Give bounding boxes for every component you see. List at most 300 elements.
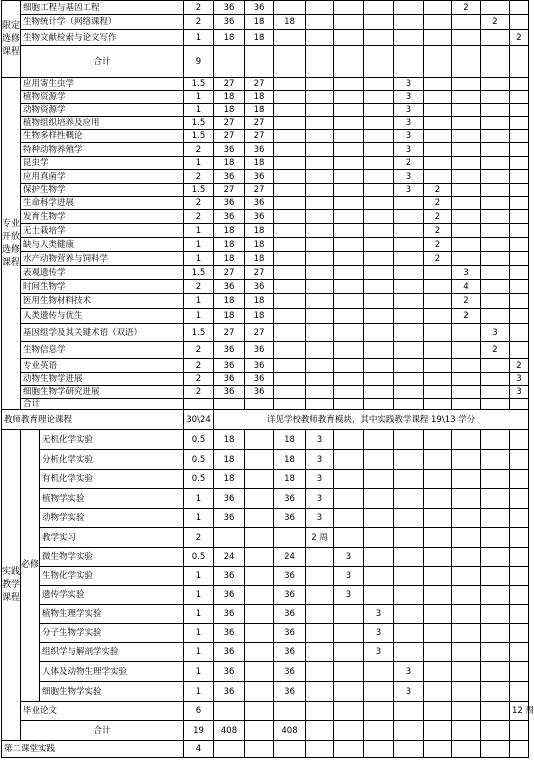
course-credit: 2 <box>184 15 214 30</box>
empty-cell <box>306 741 334 758</box>
semester-hours-s2 <box>334 509 364 528</box>
semester-hours-s8 <box>510 104 529 117</box>
semester-hours-s8 <box>510 682 529 702</box>
course-lecture-hours: 18 <box>245 224 274 238</box>
semester-hours-s1 <box>306 157 334 170</box>
semester-hours-s6 <box>452 359 481 373</box>
semester-hours-s5 <box>424 509 452 528</box>
course-credit: 2 <box>184 373 214 386</box>
semester-hours-s2 <box>334 470 364 489</box>
course-total-hours: 36 <box>214 682 245 702</box>
semester-hours-s5 <box>424 130 452 143</box>
empty-cell <box>364 721 394 741</box>
table-row <box>2 373 529 386</box>
semester-hours-s2 <box>334 210 364 224</box>
table-row <box>2 224 529 238</box>
semester-hours-s4 <box>394 1 424 15</box>
empty-cell <box>306 399 334 410</box>
table-row <box>2 197 529 210</box>
semester-hours-s7 <box>481 373 510 386</box>
semester-hours-s2 <box>334 184 364 197</box>
semester-hours-s6 <box>452 489 481 509</box>
table-row <box>2 252 529 266</box>
table-row <box>2 662 529 682</box>
semester-hours-s8 <box>510 78 529 91</box>
course-lecture-hours: 27 <box>245 324 274 342</box>
course-practice-hours <box>274 359 306 373</box>
course-lecture-hours: 18 <box>245 15 274 30</box>
semester-hours-s5 <box>424 489 452 509</box>
semester-hours-s6 <box>452 78 481 91</box>
table-row <box>2 266 529 280</box>
course-lecture-hours: 36 <box>245 280 274 294</box>
table-row <box>2 170 529 184</box>
course-lecture-hours: 36 <box>245 386 274 399</box>
semester-hours-s6 <box>452 30 481 46</box>
empty-cell <box>334 399 364 410</box>
semester-hours-s1: 3 <box>306 430 334 450</box>
course-total-hours: 18 <box>214 91 245 104</box>
course-name: 微生物学实验 <box>40 548 184 567</box>
course-practice-hours: 18 <box>274 450 306 470</box>
table-row <box>2 586 529 605</box>
course-name: 分析化学实验 <box>40 450 184 470</box>
semester-hours-s6 <box>452 252 481 266</box>
section-label-practice: 实践教学课程 <box>2 430 21 741</box>
semester-hours-s8 <box>510 624 529 643</box>
empty-cell <box>334 46 364 78</box>
semester-hours-s2 <box>334 224 364 238</box>
semester-hours-s3 <box>364 157 394 170</box>
semester-hours-s3 <box>364 359 394 373</box>
course-practice-hours: 36 <box>274 662 306 682</box>
semester-hours-s1 <box>306 309 334 324</box>
semester-hours-s7 <box>481 430 510 450</box>
empty-cell <box>334 741 364 758</box>
semester-hours-s4 <box>394 309 424 324</box>
course-total-hours: 36 <box>214 373 245 386</box>
table-row <box>2 567 529 586</box>
course-practice-hours <box>274 528 306 548</box>
semester-hours-s7 <box>481 662 510 682</box>
course-total-hours: 27 <box>214 184 245 197</box>
subtotal-label: 合计 <box>21 399 184 410</box>
course-name: 特种动物养殖学 <box>21 143 184 157</box>
semester-hours-s4 <box>394 197 424 210</box>
course-credit: 1 <box>184 682 214 702</box>
semester-hours-s6 <box>452 143 481 157</box>
semester-hours-s8 <box>510 170 529 184</box>
semester-hours-s8 <box>510 15 529 30</box>
semester-hours-s8 <box>510 252 529 266</box>
semester-hours-s8 <box>510 117 529 130</box>
course-credit: 1 <box>184 91 214 104</box>
semester-hours-s5 <box>424 143 452 157</box>
semester-hours-s5 <box>424 104 452 117</box>
course-credit: 2 <box>184 359 214 373</box>
semester-hours-s2 <box>334 252 364 266</box>
course-practice-hours: 36 <box>274 509 306 528</box>
table-row <box>2 643 529 662</box>
semester-hours-s5: 2 <box>424 252 452 266</box>
semester-hours-s6 <box>452 324 481 342</box>
semester-hours-s4 <box>394 342 424 359</box>
semester-hours-s2 <box>334 130 364 143</box>
semester-hours-s4 <box>394 489 424 509</box>
teacher-education-note: 详见学校教师教育模块，其中实践教学课程 19\13 学分 <box>214 410 529 430</box>
course-practice-hours <box>274 280 306 294</box>
empty-cell <box>452 399 481 410</box>
semester-hours-s7: 2 <box>481 342 510 359</box>
semester-hours-s2 <box>334 30 364 46</box>
semester-hours-s7 <box>481 104 510 117</box>
section-label-limited: 限定选修课程 <box>2 1 21 78</box>
table-row <box>2 324 529 342</box>
semester-hours-s8 <box>510 605 529 624</box>
semester-hours-s1 <box>306 342 334 359</box>
course-credit: 1 <box>184 567 214 586</box>
semester-hours-s3 <box>364 470 394 489</box>
course-total-hours: 36 <box>214 280 245 294</box>
semester-hours-s1 <box>306 373 334 386</box>
table-row <box>2 1 529 15</box>
semester-hours-s8 <box>510 450 529 470</box>
course-practice-hours <box>274 309 306 324</box>
semester-hours-s2 <box>334 662 364 682</box>
semester-hours-s4 <box>394 528 424 548</box>
semester-hours-s1 <box>306 170 334 184</box>
semester-hours-s8 <box>510 643 529 662</box>
course-practice-hours <box>274 184 306 197</box>
course-credit: 6 <box>184 702 214 721</box>
semester-hours-s7 <box>481 450 510 470</box>
semester-hours-s2: 3 <box>334 548 364 567</box>
empty-cell <box>306 721 334 741</box>
semester-hours-s7 <box>481 359 510 373</box>
course-name: 昆虫学 <box>21 157 184 170</box>
semester-hours-s6 <box>452 91 481 104</box>
semester-hours-s7 <box>481 252 510 266</box>
course-total-hours: 27 <box>214 324 245 342</box>
course-practice-hours <box>274 294 306 309</box>
course-total-hours: 36 <box>214 359 245 373</box>
course-total-hours: 36 <box>214 489 245 509</box>
course-credit: 1.5 <box>184 324 214 342</box>
semester-hours-s7 <box>481 266 510 280</box>
course-credit: 1 <box>184 489 214 509</box>
table-row <box>2 470 529 489</box>
course-practice-hours <box>274 224 306 238</box>
course-name: 生物统计学（网络课程） <box>21 15 184 30</box>
course-name: 动物资源学 <box>21 104 184 117</box>
second-class-name: 第二课堂实践 <box>2 741 184 758</box>
semester-hours-s3 <box>364 373 394 386</box>
semester-hours-s7 <box>481 470 510 489</box>
semester-hours-s6 <box>452 430 481 450</box>
semester-hours-s3 <box>364 266 394 280</box>
semester-hours-s5 <box>424 157 452 170</box>
semester-hours-s4: 2 <box>394 157 424 170</box>
semester-hours-s7 <box>481 1 510 15</box>
course-name: 生物多样性概论 <box>21 130 184 143</box>
semester-hours-s4 <box>394 294 424 309</box>
semester-hours-s5 <box>424 386 452 399</box>
course-practice-hours: 36 <box>274 567 306 586</box>
semester-hours-s2 <box>334 238 364 252</box>
course-name: 专业英语 <box>21 359 184 373</box>
course-credit: 2 <box>184 386 214 399</box>
course-lecture-hours: 27 <box>245 184 274 197</box>
course-practice-hours <box>274 30 306 46</box>
course-lecture-hours: 18 <box>245 294 274 309</box>
semester-hours-s1 <box>306 548 334 567</box>
semester-hours-s6 <box>452 509 481 528</box>
course-credit: 1.5 <box>184 184 214 197</box>
course-lecture-hours <box>245 702 274 721</box>
table-row <box>2 184 529 197</box>
semester-hours-s5: 2 <box>424 210 452 224</box>
semester-hours-s5 <box>424 117 452 130</box>
course-practice-hours <box>274 702 306 721</box>
semester-hours-s4 <box>394 586 424 605</box>
semester-hours-s8 <box>510 157 529 170</box>
course-name: 缺与人类健康 <box>21 238 184 252</box>
course-practice-hours <box>274 373 306 386</box>
semester-hours-s5: 2 <box>424 224 452 238</box>
semester-hours-s4 <box>394 238 424 252</box>
teacher-education-credit: 30\24 <box>184 410 214 430</box>
course-lecture-hours: 36 <box>245 342 274 359</box>
course-practice-hours <box>274 210 306 224</box>
semester-hours-s3 <box>364 15 394 30</box>
semester-hours-s1 <box>306 15 334 30</box>
course-lecture-hours <box>245 430 274 450</box>
course-lecture-hours: 36 <box>245 210 274 224</box>
semester-hours-s2 <box>334 294 364 309</box>
semester-hours-s1 <box>306 586 334 605</box>
course-practice-hours <box>274 91 306 104</box>
table-row <box>2 30 529 46</box>
course-total-hours: 18 <box>214 430 245 450</box>
semester-hours-s6 <box>452 605 481 624</box>
empty-cell <box>510 399 529 410</box>
course-lecture-hours <box>245 450 274 470</box>
course-name: 无机化学实验 <box>40 430 184 450</box>
semester-hours-s1: 3 <box>306 489 334 509</box>
table-row <box>2 624 529 643</box>
semester-hours-s4 <box>394 266 424 280</box>
semester-hours-s1 <box>306 682 334 702</box>
semester-hours-s3: 3 <box>364 605 394 624</box>
semester-hours-s6 <box>452 702 481 721</box>
semester-hours-s1 <box>306 91 334 104</box>
course-credit: 1 <box>184 662 214 682</box>
semester-hours-s1 <box>306 117 334 130</box>
empty-cell <box>424 741 452 758</box>
semester-hours-s4 <box>394 324 424 342</box>
course-total-hours: 18 <box>214 450 245 470</box>
empty-cell <box>452 46 481 78</box>
semester-hours-s5: 2 <box>424 238 452 252</box>
semester-hours-s1 <box>306 605 334 624</box>
semester-hours-s5 <box>424 586 452 605</box>
semester-hours-s5 <box>424 15 452 30</box>
semester-hours-s3 <box>364 170 394 184</box>
semester-hours-s3 <box>364 30 394 46</box>
course-practice-hours: 36 <box>274 605 306 624</box>
table-row <box>2 91 529 104</box>
course-credit: 2 <box>184 528 214 548</box>
semester-hours-s6 <box>452 117 481 130</box>
practice-total-practice: 408 <box>274 721 306 741</box>
semester-hours-s5 <box>424 567 452 586</box>
course-practice-hours: 36 <box>274 624 306 643</box>
semester-hours-s4 <box>394 624 424 643</box>
table-row <box>2 721 529 741</box>
semester-hours-s5 <box>424 266 452 280</box>
empty-cell <box>481 721 510 741</box>
course-lecture-hours: 18 <box>245 91 274 104</box>
semester-hours-s7 <box>481 280 510 294</box>
course-name: 细胞工程与基因工程 <box>21 1 184 15</box>
semester-hours-s4: 3 <box>394 143 424 157</box>
semester-hours-s2 <box>334 373 364 386</box>
table-row <box>2 450 529 470</box>
table-row <box>2 410 529 430</box>
empty-cell <box>245 399 274 410</box>
semester-hours-s4 <box>394 373 424 386</box>
course-total-hours: 27 <box>214 130 245 143</box>
course-total-hours: 18 <box>214 294 245 309</box>
semester-hours-s6 <box>452 662 481 682</box>
empty-cell <box>510 46 529 78</box>
empty-cell <box>214 741 245 758</box>
course-credit: 2 <box>184 280 214 294</box>
semester-hours-s3 <box>364 280 394 294</box>
course-total-hours: 18 <box>214 252 245 266</box>
course-lecture-hours <box>245 624 274 643</box>
semester-hours-s6: 3 <box>452 266 481 280</box>
empty-cell <box>481 46 510 78</box>
semester-hours-s7 <box>481 309 510 324</box>
semester-hours-s8 <box>510 91 529 104</box>
course-practice-hours <box>274 252 306 266</box>
empty-cell <box>424 721 452 741</box>
semester-hours-s1 <box>306 143 334 157</box>
semester-hours-s6 <box>452 210 481 224</box>
semester-hours-s8 <box>510 266 529 280</box>
semester-hours-s5: 2 <box>424 197 452 210</box>
course-total-hours: 18 <box>214 157 245 170</box>
semester-hours-s6 <box>452 624 481 643</box>
semester-hours-s2 <box>334 682 364 702</box>
course-lecture-hours: 18 <box>245 104 274 117</box>
course-practice-hours <box>274 238 306 252</box>
semester-hours-s1 <box>306 567 334 586</box>
course-name: 遗传学实验 <box>40 586 184 605</box>
curriculum-table <box>1 0 534 758</box>
course-practice-hours: 36 <box>274 586 306 605</box>
course-practice-hours <box>274 170 306 184</box>
course-name: 生命科学进展 <box>21 197 184 210</box>
course-credit: 2 <box>184 1 214 15</box>
semester-hours-s7 <box>481 30 510 46</box>
semester-hours-s1 <box>306 78 334 91</box>
empty-cell <box>364 399 394 410</box>
semester-hours-s5: 2 <box>424 184 452 197</box>
semester-hours-s3 <box>364 78 394 91</box>
empty-cell <box>394 399 424 410</box>
semester-hours-s8 <box>510 324 529 342</box>
empty-cell <box>245 46 274 78</box>
semester-hours-s8 <box>510 197 529 210</box>
course-name: 人体及动物生理学实验 <box>40 662 184 682</box>
semester-hours-s8 <box>510 662 529 682</box>
course-lecture-hours: 27 <box>245 130 274 143</box>
semester-hours-s7 <box>481 117 510 130</box>
semester-hours-s5 <box>424 78 452 91</box>
empty-cell <box>424 399 452 410</box>
course-total-hours: 27 <box>214 117 245 130</box>
semester-hours-s3 <box>364 586 394 605</box>
semester-hours-s1: 3 <box>306 470 334 489</box>
semester-hours-s5 <box>424 1 452 15</box>
course-practice-hours <box>274 104 306 117</box>
semester-hours-s6 <box>452 224 481 238</box>
empty-cell <box>274 46 306 78</box>
semester-hours-s3 <box>364 91 394 104</box>
course-lecture-hours: 36 <box>245 373 274 386</box>
course-total-hours: 36 <box>214 210 245 224</box>
table-row <box>2 359 529 373</box>
course-total-hours: 36 <box>214 662 245 682</box>
empty-cell <box>394 741 424 758</box>
semester-hours-s5 <box>424 342 452 359</box>
semester-hours-s1 <box>306 662 334 682</box>
course-lecture-hours: 18 <box>245 157 274 170</box>
table-row <box>2 143 529 157</box>
semester-hours-s3 <box>364 450 394 470</box>
semester-hours-s3 <box>364 682 394 702</box>
course-lecture-hours <box>245 509 274 528</box>
empty-cell <box>481 399 510 410</box>
course-name: 保护生物学 <box>21 184 184 197</box>
empty-cell <box>452 741 481 758</box>
semester-hours-s2 <box>334 78 364 91</box>
semester-hours-s8 <box>510 470 529 489</box>
course-name: 植物组织培养及应用 <box>21 117 184 130</box>
semester-hours-s5 <box>424 91 452 104</box>
semester-hours-s8 <box>510 294 529 309</box>
semester-hours-s2 <box>334 1 364 15</box>
semester-hours-s4 <box>394 15 424 30</box>
semester-hours-s3 <box>364 509 394 528</box>
semester-hours-s1 <box>306 130 334 143</box>
course-name: 植物学实验 <box>40 489 184 509</box>
course-credit: 2 <box>184 143 214 157</box>
semester-hours-s7 <box>481 682 510 702</box>
semester-hours-s6 <box>452 567 481 586</box>
course-lecture-hours <box>245 489 274 509</box>
course-lecture-hours: 36 <box>245 197 274 210</box>
course-name: 植物资源学 <box>21 91 184 104</box>
course-credit: 2 <box>184 342 214 359</box>
course-credit: 1 <box>184 586 214 605</box>
semester-hours-s6 <box>452 130 481 143</box>
semester-hours-s1 <box>306 280 334 294</box>
semester-hours-s6 <box>452 342 481 359</box>
semester-hours-s3 <box>364 104 394 117</box>
